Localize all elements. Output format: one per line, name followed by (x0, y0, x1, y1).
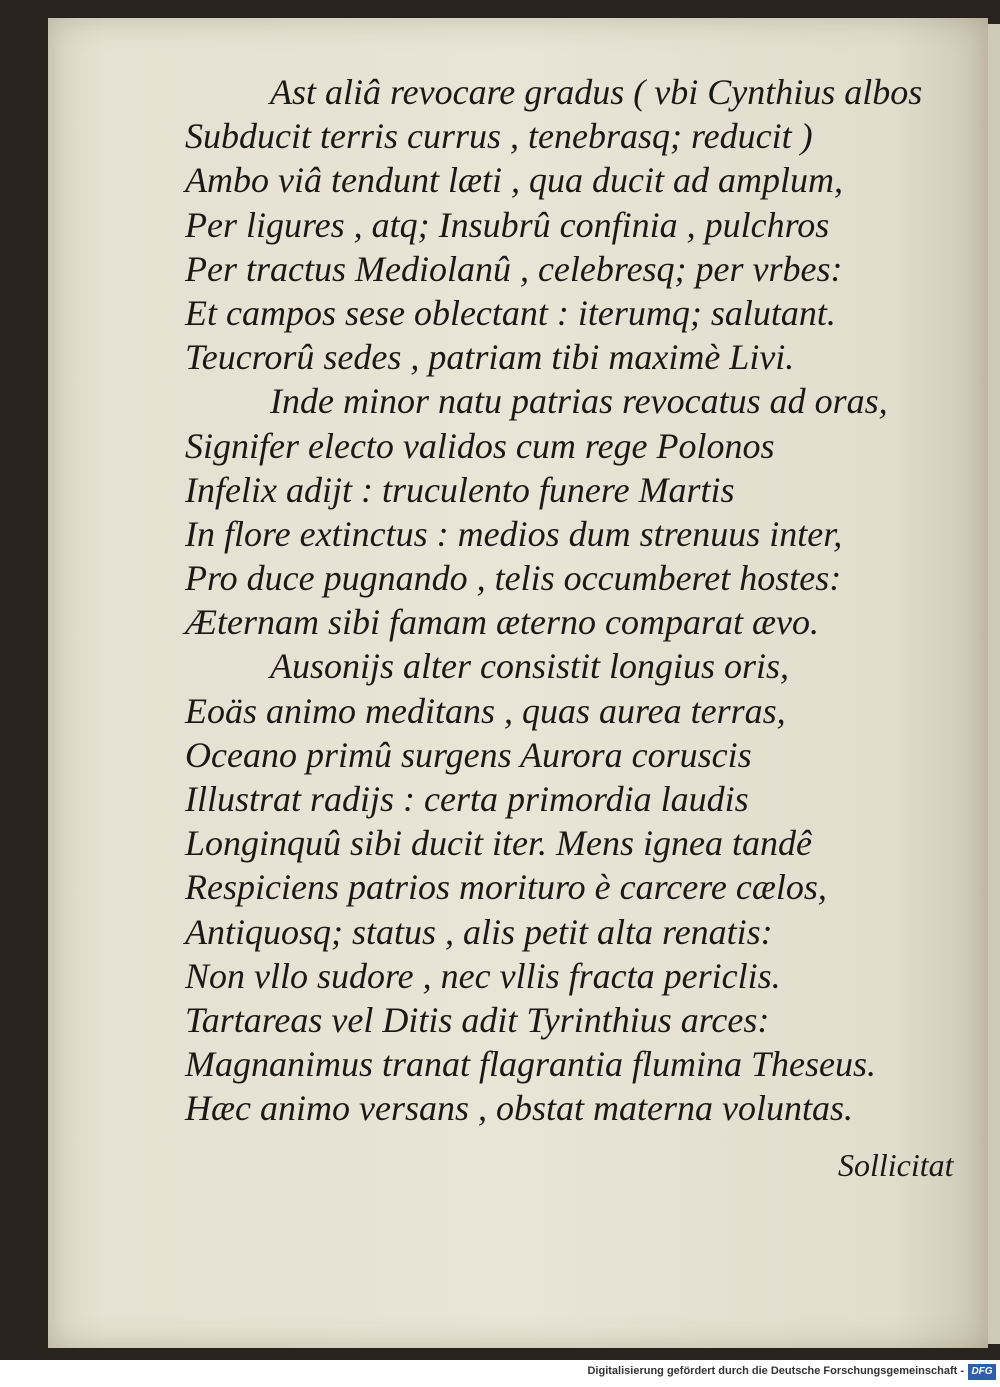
verse-line: Signifer electo validos cum rege Polonos (185, 425, 775, 466)
funding-credit: Digitalisierung gefördert durch die Deutsche Forschungsgemeinschaft - (587, 1365, 964, 1377)
verse-line: Eoäs animo meditans , quas aurea terras, (185, 690, 786, 731)
dfg-logo-icon: DFG (968, 1364, 996, 1380)
verse-line: Respiciens patrios morituro è carcere cælos, (185, 867, 827, 908)
verse-line: Non vllo sudore , nec vllis fracta periclis. (185, 955, 781, 996)
verse-line: In flore extinctus : medios dum strenuus inter, (185, 513, 843, 554)
verse-line: Et campos sese oblectant : iterumq; salutant. (185, 292, 836, 333)
verse-line: Ambo viâ tendunt læti , qua ducit ad amplum, (185, 160, 843, 201)
verse-line: Per ligures , atq; Insubrû confinia , pulchros (185, 204, 830, 245)
verse-line: Longinquû sibi ducit iter. Mens ignea tandê (185, 823, 812, 864)
verse-line: Magnanimus tranat flagrantia flumina Theseus. (185, 1044, 877, 1085)
footer-bar (0, 1360, 1000, 1387)
verse-line: Inde minor natu patrias revocatus ad oras, (270, 381, 888, 422)
verse-line: Hæc animo versans , obstat materna voluntas. (185, 1088, 853, 1129)
verse-line: Tartareas vel Ditis adit Tyrinthius arces: (185, 999, 770, 1040)
verse-line: Ausonijs alter consistit longius oris, (270, 646, 790, 687)
verse-line: Infelix adijt : truculento funere Martis (185, 469, 735, 510)
verse-line: Pro duce pugnando , telis occumberet hostes: (185, 558, 842, 599)
verse-line: Per tractus Mediolanû , celebresq; per vrbes: (185, 248, 843, 289)
verse-line: Subducit terris currus , tenebrasq; reducit ) (185, 116, 813, 157)
verse-line: Teucrorû sedes , patriam tibi maximè Livi. (185, 337, 795, 378)
verse-line: Illustrat radijs : certa primordia laudis (185, 779, 749, 819)
verse-line: Antiquosq; status , alis petit alta renatis: (185, 911, 773, 952)
poem-text (185, 70, 985, 1131)
verse-line: Æternam sibi famam æterno comparat ævo. (185, 602, 819, 643)
verse-line: Oceano primû surgens Aurora coruscis (185, 734, 752, 775)
verse-line: Ast aliâ revocare gradus ( vbi Cynthius albos (270, 72, 923, 112)
catchword: Sollicitat (838, 1147, 954, 1183)
